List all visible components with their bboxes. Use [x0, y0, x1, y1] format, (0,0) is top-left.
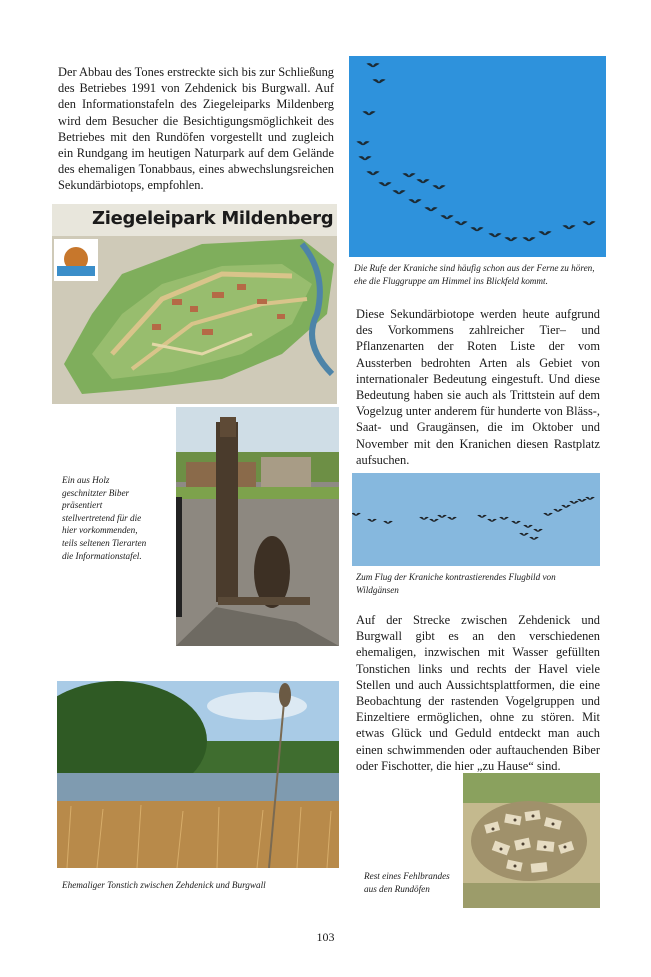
ziegeleipark-map-image	[52, 204, 337, 404]
caption-geese: Zum Flug der Kraniche kontrastierendes Flugbild von Wildgänsen	[356, 572, 556, 595]
photo-tonstich	[57, 681, 339, 868]
caption-tonstich: Ehemaliger Tonstich zwischen Zehdenick und Burgwall	[62, 880, 266, 890]
caption-cranes-sky: Die Rufe der Kraniche sind häufig schon aus der Ferne zu hören, ehe die Fluggruppe am Himmel ins Blickfeld kommt.	[354, 263, 595, 286]
photo-wooden-beaver	[176, 407, 339, 646]
paragraph-intro: Der Abbau des Tones erstreckte sich bis zur Schließung des Betriebes 1991 von Zehdenick bis Burgwall. Auf den Informationstafeln des Ziegeleiparks Mildenberg wird dem Besucher die Besichtigungsmöglichkeit des Betriebes mit den Rundöfen vorgestellt und zugleich ein Rundgang im heutigen Naturpark auf dem Gelände des ehemaligen Tonabbaus, eines abwechslungsreichen Sekundärbiotops, empfohlen.	[58, 65, 334, 193]
wild-geese-image	[352, 473, 600, 566]
tonstich-image	[57, 681, 339, 868]
paragraph-sekundaerbiotope: Diese Sekundärbiotope werden heute aufgrund des Vorkommens zahlreicher Tier– und Pflanzenarten der Roten Liste der vom Aussterben bedrohten Arten als Gebiet von internationaler Bedeutung eingestuft. Und diese Bedeutung haben sie auch als Trittstein auf dem Vogelzug unter anderem für hunderte von Bläss-, Saat- und Graugänsen, die im Oktober und November mit den Kranichen diesen Rastplatz aufsuchen.	[356, 307, 600, 467]
sign-title: Ziegeleipark Mildenberg	[92, 208, 334, 229]
photo-cranes-sky	[349, 56, 606, 257]
caption-kiln: Rest eines Fehlbrandes aus den Rundöfen	[364, 871, 450, 894]
photo-ziegeleipark-sign	[52, 204, 337, 404]
kiln-remains-image	[463, 773, 600, 908]
photo-kiln-remains	[463, 773, 600, 908]
cranes-sky-image	[349, 56, 606, 257]
photo-wild-geese	[352, 473, 600, 566]
page-number: 103	[316, 930, 335, 944]
wooden-beaver-image	[176, 407, 339, 646]
caption-beaver: Ein aus Holz geschnitzter Biber präsentiert stellvertretend für die hier vorkommenden, teils seltenen Tierarten die Informationstafel.	[62, 475, 147, 561]
paragraph-strecke: Auf der Strecke zwischen Zehdenick und Burgwall gibt es an den verschiedenen ehemaligen, inzwischen mit Wasser gefüllten Tonstichen links und rechts der Havel viele Stellen und auch Aussichtsplattformen, die eine Beobachtung der rastenden Vogelgruppen und Einzeltiere ermöglichen, ohne zu stören. Mit etwas Glück und Geduld entdeckt man auch einen schwimmenden oder auftauchenden Biber oder Fischotter, die hier „zu Hause“ sind.	[356, 613, 600, 773]
